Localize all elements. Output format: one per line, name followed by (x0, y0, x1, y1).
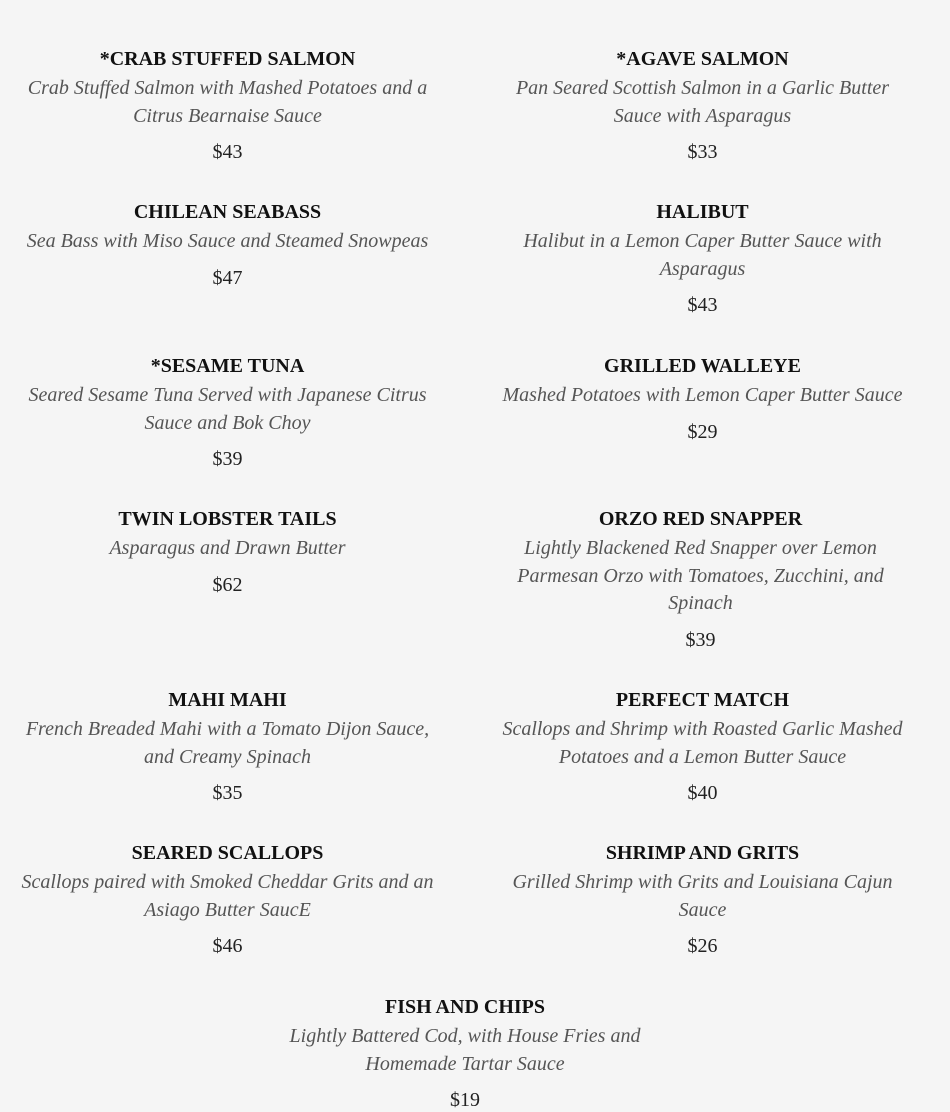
dish-description: Grilled Shrimp with Grits and Louisiana Cajun Sauce (512, 871, 893, 921)
dish-name: HALIBUT (656, 201, 749, 223)
dish-name: CHILEAN SEABASS (133, 201, 322, 223)
dish-price: $40 (687, 782, 718, 804)
dish-name: TWIN LOBSTER TAILS (118, 508, 337, 530)
dish-price: $39 (212, 448, 243, 470)
dish-description: Crab Stuffed Salmon with Mashed Potatoes and a Citrus Bearnaise Sauce (27, 77, 428, 127)
dish-price: $35 (212, 782, 243, 804)
dish-name: PERFECT MATCH (615, 689, 790, 711)
dish-description: Pan Seared Scottish Salmon in a Garlic Butter Sauce with Asparagus (515, 77, 890, 127)
dish-price: $33 (687, 141, 718, 163)
dish-price: $43 (212, 141, 243, 163)
dish-name: SEARED SCALLOPS (131, 842, 324, 864)
menu-item-grilled-walleye (490, 354, 915, 444)
dish-price: $46 (212, 935, 243, 957)
menu-item-twin-lobster-tails (15, 507, 440, 597)
dish-name: ORZO RED SNAPPER (598, 508, 803, 530)
dish-description: Seared Sesame Tuna Served with Japanese Citrus Sauce and Bok Choy (28, 384, 427, 434)
menu-item-fish-and-chips (255, 995, 675, 1112)
menu-item-perfect-match (490, 688, 915, 805)
menu-item-crab-stuffed-salmon (15, 47, 440, 164)
dish-price: $62 (212, 573, 243, 596)
dish-description: Lightly Blackened Red Snapper over Lemon Parmesan Orzo with Tomatoes, Zucchini, and Spinach (517, 537, 884, 614)
dish-price: $19 (450, 1089, 480, 1111)
dish-price: $29 (687, 420, 718, 443)
menu-item-chilean-seabass (15, 200, 440, 290)
menu-item-orzo-red-snapper (488, 507, 913, 652)
dish-description: Mashed Potatoes with Lemon Caper Butter Sauce (502, 384, 903, 406)
dish-description: Scallops and Shrimp with Roasted Garlic Mashed Potatoes and a Lemon Butter Sauce (502, 718, 903, 768)
dish-price: $47 (212, 266, 243, 289)
menu-item-agave-salmon (490, 47, 915, 164)
dish-name: *AGAVE SALMON (616, 48, 789, 70)
dish-description: Sea Bass with Miso Sauce and Steamed Snowpeas (26, 230, 429, 252)
dish-description: Asparagus and Drawn Butter (109, 537, 346, 559)
dish-description: Halibut in a Lemon Caper Butter Sauce with Asparagus (523, 230, 882, 280)
menu-item-mahi-mahi (15, 688, 440, 805)
dish-name: *CRAB STUFFED SALMON (99, 48, 356, 70)
menu-item-shrimp-and-grits (490, 841, 915, 958)
dish-name: FISH AND CHIPS (384, 996, 546, 1018)
dish-price: $26 (687, 935, 718, 957)
dish-name: GRILLED WALLEYE (604, 355, 801, 377)
menu-item-seared-scallops (15, 841, 440, 958)
dish-description: Scallops paired with Smoked Cheddar Grits and an Asiago Butter SaucE (21, 871, 434, 921)
dish-price: $39 (685, 628, 716, 651)
dish-description: French Breaded Mahi with a Tomato Dijon Sauce, and Creamy Spinach (25, 718, 430, 768)
dish-name: *SESAME TUNA (150, 355, 305, 377)
menu-item-halibut (490, 200, 915, 317)
dish-name: MAHI MAHI (168, 689, 287, 711)
dish-name: SHRIMP AND GRITS (605, 842, 800, 864)
dish-description: Lightly Battered Cod, with House Fries and Homemade Tartar Sauce (289, 1025, 641, 1075)
dish-price: $43 (687, 294, 718, 316)
menu-item-sesame-tuna (15, 354, 440, 471)
